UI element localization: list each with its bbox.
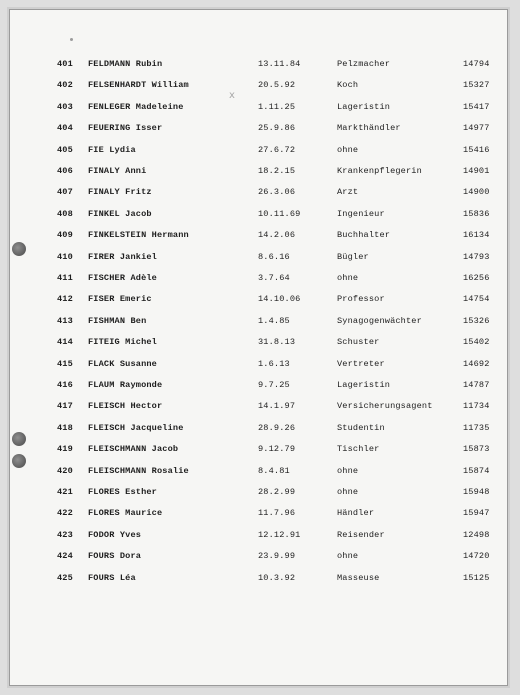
table-row <box>10 487 507 505</box>
birth-date: 3.7.64 <box>258 273 290 283</box>
record-id: 14901 <box>463 166 490 176</box>
document-page <box>10 10 507 685</box>
occupation: Studentin <box>337 422 385 433</box>
table-row <box>10 530 507 548</box>
birth-date: 25.9.86 <box>258 123 296 134</box>
occupation: Lageristin <box>337 101 391 112</box>
person-name: FLORES Maurice <box>88 508 163 519</box>
occupation: Reisender <box>337 529 385 540</box>
occupation: Vertreter <box>337 358 385 369</box>
entry-number: 421 <box>57 487 73 497</box>
person-name: FINKEL Jacob <box>88 208 152 219</box>
occupation: Händler <box>337 508 375 519</box>
person-name: FODOR Yves <box>88 529 142 540</box>
birth-date: 26.3.06 <box>258 187 296 198</box>
entry-number: 415 <box>57 358 73 369</box>
occupation: Tischler <box>337 444 380 455</box>
entry-number: 424 <box>57 551 73 562</box>
record-id: 11735 <box>463 422 490 433</box>
table-row <box>10 466 507 484</box>
table-row <box>10 359 507 377</box>
occupation: Koch <box>337 80 359 91</box>
record-id: 16134 <box>463 230 490 241</box>
person-name: FISCHER Adèle <box>88 273 157 283</box>
person-name: FELDMANN Rubin <box>88 59 163 69</box>
table-row <box>10 252 507 270</box>
record-id: 15873 <box>463 444 490 455</box>
table-row <box>10 102 507 120</box>
record-id: 15326 <box>463 315 490 326</box>
occupation: ohne <box>337 273 359 283</box>
birth-date: 23.9.99 <box>258 551 296 562</box>
table-row <box>10 337 507 355</box>
entry-number: 404 <box>57 123 73 134</box>
entry-number: 401 <box>57 59 73 69</box>
person-name: FLEISCH Jacqueline <box>88 422 184 433</box>
entry-number: 420 <box>57 465 73 476</box>
birth-date: 1.11.25 <box>258 101 296 112</box>
record-id: 14794 <box>463 59 490 69</box>
birth-date: 8.6.16 <box>258 251 290 262</box>
record-id: 15874 <box>463 465 490 476</box>
entry-number: 417 <box>57 401 73 412</box>
entry-number: 413 <box>57 315 73 326</box>
table-row <box>10 80 507 98</box>
entry-number: 412 <box>57 294 73 305</box>
table-row <box>10 187 507 205</box>
person-name: FOURS Léa <box>88 572 136 583</box>
occupation: ohne <box>337 487 359 497</box>
pencil-mark: x <box>229 90 235 101</box>
occupation: ohne <box>337 144 359 155</box>
person-name: FINALY Fritz <box>88 187 152 198</box>
record-id: 14720 <box>463 551 490 562</box>
record-id: 15836 <box>463 208 490 219</box>
birth-date: 11.7.96 <box>258 508 296 519</box>
person-name: FIE Lydia <box>88 144 136 155</box>
table-row <box>10 230 507 248</box>
person-name: FEUERING Isser <box>88 123 163 134</box>
person-name: FELSENHARDT William <box>88 80 189 91</box>
entry-number: 403 <box>57 101 73 112</box>
occupation: Synagogenwächter <box>337 315 422 326</box>
person-name: FINKELSTEIN Hermann <box>88 230 189 241</box>
birth-date: 14.1.97 <box>258 401 296 412</box>
record-id: 15417 <box>463 101 490 112</box>
person-name: FIRER Jankiel <box>88 251 157 262</box>
table-row <box>10 59 507 77</box>
entry-number: 411 <box>57 273 73 283</box>
entry-number: 418 <box>57 422 73 433</box>
birth-date: 18.2.15 <box>258 166 296 176</box>
record-id: 15327 <box>463 80 490 91</box>
table-row <box>10 273 507 291</box>
table-row <box>10 508 507 526</box>
record-id: 15947 <box>463 508 490 519</box>
birth-date: 10.3.92 <box>258 572 296 583</box>
table-row <box>10 209 507 227</box>
table-row <box>10 145 507 163</box>
occupation: Masseuse <box>337 572 380 583</box>
birth-date: 1.6.13 <box>258 358 290 369</box>
record-id: 14977 <box>463 123 490 134</box>
record-id: 14754 <box>463 294 490 305</box>
table-row <box>10 444 507 462</box>
birth-date: 1.4.85 <box>258 315 290 326</box>
record-id: 14793 <box>463 251 490 262</box>
entry-number: 409 <box>57 230 73 241</box>
birth-date: 10.11.69 <box>258 208 301 219</box>
entry-number: 410 <box>57 251 73 262</box>
entry-number: 406 <box>57 166 73 176</box>
person-name: FLEISCHMANN Jacob <box>88 444 179 455</box>
birth-date: 12.12.91 <box>258 529 301 540</box>
table-row <box>10 573 507 591</box>
occupation: Krankenpflegerin <box>337 166 422 176</box>
entry-number: 416 <box>57 380 73 390</box>
entry-number: 414 <box>57 337 73 348</box>
record-id: 15402 <box>463 337 490 348</box>
occupation: ohne <box>337 465 359 476</box>
table-row <box>10 401 507 419</box>
table-row <box>10 380 507 398</box>
occupation: Ingenieur <box>337 208 385 219</box>
table-row <box>10 294 507 312</box>
occupation: Lageristin <box>337 380 391 390</box>
person-name: FISER Emeric <box>88 294 152 305</box>
person-name: FENLEGER Madeleine <box>88 101 184 112</box>
birth-date: 20.5.92 <box>258 80 296 91</box>
entry-number: 419 <box>57 444 73 455</box>
occupation: ohne <box>337 551 359 562</box>
person-name: FINALY Anni <box>88 166 147 176</box>
record-id: 15125 <box>463 572 490 583</box>
record-id: 11734 <box>463 401 490 412</box>
record-id: 15948 <box>463 487 490 497</box>
occupation: Versicherungsagent <box>337 401 433 412</box>
birth-date: 8.4.81 <box>258 465 290 476</box>
birth-date: 27.6.72 <box>258 144 296 155</box>
birth-date: 9.12.79 <box>258 444 296 455</box>
occupation: Markthändler <box>337 123 401 134</box>
person-name: FISHMAN Ben <box>88 315 147 326</box>
record-id: 14787 <box>463 380 490 390</box>
person-name: FITEIG Michel <box>88 337 157 348</box>
record-id: 16256 <box>463 273 490 283</box>
person-name: FLAUM Raymonde <box>88 380 163 390</box>
birth-date: 14.2.06 <box>258 230 296 241</box>
occupation: Pelzmacher <box>337 59 391 69</box>
record-id: 14692 <box>463 358 490 369</box>
entry-number: 405 <box>57 144 73 155</box>
record-id: 15416 <box>463 144 490 155</box>
table-row <box>10 166 507 184</box>
birth-date: 28.9.26 <box>258 422 296 433</box>
entry-number: 425 <box>57 572 73 583</box>
entry-number: 422 <box>57 508 73 519</box>
paper-speck <box>70 38 73 41</box>
person-name: FLACK Susanne <box>88 358 157 369</box>
table-row <box>10 423 507 441</box>
birth-date: 31.8.13 <box>258 337 296 348</box>
birth-date: 28.2.99 <box>258 487 296 497</box>
birth-date: 14.10.06 <box>258 294 301 305</box>
record-id: 12498 <box>463 529 490 540</box>
entry-number: 423 <box>57 529 73 540</box>
table-row <box>10 551 507 569</box>
occupation: Buchhalter <box>337 230 391 241</box>
person-name: FOURS Dora <box>88 551 142 562</box>
person-name: FLORES Esther <box>88 487 157 497</box>
record-id: 14900 <box>463 187 490 198</box>
occupation: Professor <box>337 294 385 305</box>
entry-number: 408 <box>57 208 73 219</box>
entry-number: 407 <box>57 187 73 198</box>
person-name: FLEISCHMANN Rosalie <box>88 465 189 476</box>
occupation: Bügler <box>337 251 369 262</box>
birth-date: 9.7.25 <box>258 380 290 390</box>
table-row <box>10 123 507 141</box>
occupation: Arzt <box>337 187 359 198</box>
table-row <box>10 316 507 334</box>
birth-date: 13.11.84 <box>258 59 301 69</box>
occupation: Schuster <box>337 337 380 348</box>
person-name: FLEISCH Hector <box>88 401 163 412</box>
entry-number: 402 <box>57 80 73 91</box>
